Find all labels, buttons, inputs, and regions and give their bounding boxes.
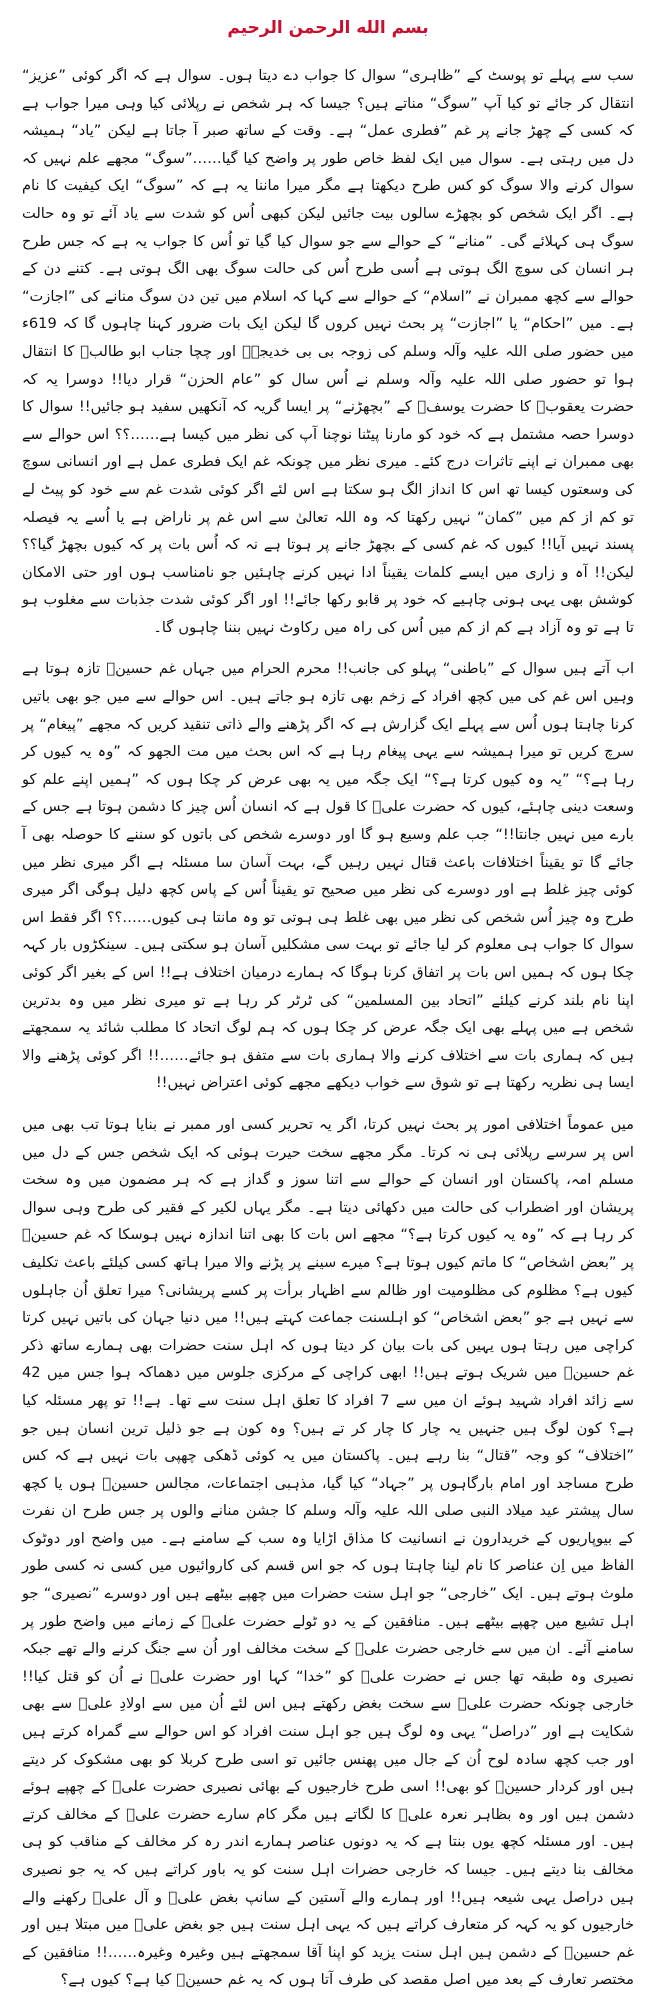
- bismillah-heading: بسم الله الرحمن الرحیم: [227, 18, 429, 38]
- paragraph-inner-aspect: اب آتے ہیں سوال کے ”باطنی“ پہلو کی جانب!! محرم الحرام میں جہاں غم حسینؑ تازہ ہوتا ہے وہیں اس غم کی میں کچھ افراد کے زخم بھی تازہ ہو جاتے ہیں۔ اس حوالے سے میں جو بھی باتیں کرنا چاہتا ہوں اُس سے پہلے ایک گزارش ہے کہ اگر پڑھنے والے ذاتی تنقید کریں کہ مجھے ”پیغام“ پر سرچ کریں تو میرا ہمیشہ سے یہی پیغام رہا ہے کہ اس بحث میں مت الجھو کہ ”وہ یہ کیوں کر رہا ہے؟“ ”یہ وہ کیوں کرتا ہے؟“ ایک جگہ میں یہ بھی عرض کر چکا ہوں کہ ”ہمیں اپنے علم کو وسعت دینی چاہئے، کیوں کہ حضرت علیؑ کا قول ہے کہ انسان اُس چیز کا دشمن ہوتا ہے جس کے بارے میں نہیں جانتا!!“ جب علم وسیع ہو گا اور دوسرے شخص کی باتوں کو سننے کا حوصلہ بھی آ جائے گا تو یقیناً اختلافات باعث قتال نہیں رہیں گے، بہت آسان سا مسئلہ ہے اگر میری نظر میں کوئی چیز غلط ہے اور دوسرے کی نظر میں صحیح تو یقیناً اُس کے پاس کچھ دلیل ہوگی اگر میری طرح وہ چیز اُس شخص کی نظر میں بھی غلط ہی ہوتی تو وہ مانتا ہی کیوں……؟؟ اگر فقط اس سوال کا جواب ہی معلوم کر لیا جائے تو بہت سی مشکلیں آسان ہو سکتی ہیں۔ سینکڑوں بار کہہ چکا ہوں کہ ہمیں اس بات پر اتفاق کرنا ہوگا کہ ہمارے درمیان اختلاف ہے!! اس کے بغیر اگر کوئی اپنا نام بلند کرنے کیلئے ”اتحاد بین المسلمین“ کی ٹرٹر کر رہا ہے تو میری نظر میں وہ بدترین شخص ہے میں پہلے بھی ایک جگہ عرض کر چکا ہوں کہ ہم لوگ اتحاد کا مطلب شائد یہ سمجھتے ہیں کہ ہماری بات سے اختلاف کرنے والا ہماری بات سے متفق ہو جائے……!! اگر کوئی پڑھنے والا ایسا ہی نظریہ رکھتا ہے تو شوق سے خواب دیکھے مجھے کوئی اعتراض نہیں!!: [22, 660, 634, 1092]
- paragraph-disputes: میں عموماً اختلافی امور پر بحث نہیں کرتا، اگر یہ تحریر کسی اور ممبر نے بنایا ہوتا تب بھی میں اس پر سرسے رپلائی ہی نہ کرتا۔ مگر مجھے سخت حیرت ہوئی کہ ایک شخص جس کے دل میں مسلم امہ، پاکستان اور انسان کے حوالے سے اتنا سوز و گداز ہے کہ ہر مضمون میں وہ سخت پریشان اور اضطراب کی حالت میں دکھائی دیتا ہے۔ مگر یہاں لکیر کے فقیر کی طرح وہی سوال کر رہا ہے کہ ”وہ یہ کیوں کرتا ہے؟“ مجھے اس بات کا بھی اتنا اندازہ نہیں ہوسکا کہ غم حسینؑ پر ”بعض اشخاص“ کا ماتم کیوں ہوتا ہے؟ میرے سینے پر پڑنے والا میرا ہاتھ کسی کیلئے باعث تکلیف کیوں ہے؟ مظلوم کی مظلومیت اور ظالم سے اظہار برأت پر کسے پریشانی؟ میرا تعلق اُن جاہلوں سے نہیں ہے جو ”بعض اشخاص“ کو اہلسنت جماعت کہتے ہیں!! میں دنیا جہان کی باتیں نہیں کرتا کراچی میں رہتا ہوں یہیں کی بات بیان کر دیتا ہوں کہ اہل سنت حضرات بھی ہمارے ساتھ ذکر غم حسینؑ میں شریک ہوتے ہیں!! ابھی کراچی کے مرکزی جلوس میں دھماکہ ہوا جس میں 42 سے زائد افراد شہید ہوئے ان میں سے 7 افراد کا تعلق اہل سنت سے تھا۔ ہے!! تو پھر مسئلہ کیا ہے؟ کون لوگ ہیں جنہیں یہ چار کا چار کر تے ہیں؟ وہ کون ہے جو ذلیل ترین انسان ہیں جو ”اختلاف“ کو وجہ ”قتال“ بنا رہے ہیں۔ پاکستان میں یہ کوئی ڈھکی چھپی بات نہیں ہے کہ کس طرح مساجد اور امام بارگاہوں پر ”جہاد“ کیا گیا، مذہبی اجتماعات، مجالس حسینؑ ہوں یا کچھ سال پیشتر عید میلاد النبی صلی اللہ علیہ وآلہ وسلم کا جشن منانے والوں پر جس طرح ان نفرت کے بیوپاریوں کے خریدارون نے انسانیت کا مذاق اڑایا وہ سب کے سامنے ہے۔ میں واضح اور دوٹوک الفاظ میں اِن عناصر کا نام لینا چاہتا ہوں کہ جو اس قسم کی کاروائیوں میں کسی نہ کسی طور ملوث ہوتے ہیں۔ ایک ”خارجی“ جو اہل سنت حضرات میں چھپے بیٹھے ہیں اور دوسرے ”نصیری“ جو اہل تشیع میں چھپے بیٹھے ہیں۔ منافقین کے یہ دو ٹولے حضرت علیؑ کے زمانے میں واضح طور پر سامنے آئے۔ ان میں سے خارجی حضرت علیؑ کے سخت مخالف اور اُن سے جنگ کرنے والے تھے جبکہ نصیری وہ طبقہ تھا جس نے حضرت علیؑ کو ”خدا“ کہا اور حضرت علیؑ نے اُن کو قتل کیا!! خارجی چونکہ حضرت علیؑ سے سخت بغض رکھتے ہیں اس لئے اُن میں سے اولادِ علیؑ سے بھی شکایت ہے اور ”دراصل“ یہی وہ لوگ ہیں جو اہل سنت افراد کو اس حوالے سے گمراہ کرتے ہیں اور جب کچھ سادہ لوح اُن کے جال میں پھنس جائیں تو اسی طرح کربلا کو بھی مشکوک کر دیتے ہیں اور کردار حسینؑ کو بھی!! اسی طرح خارجیوں کے بھائی نصیری حضرت علیؑ کے چھپے ہوئے دشمن ہیں اور وہ بظاہر نعرہ علیؑ کا لگاتے ہیں مگر کام سارے حضرت علیؑ کے مخالف کرتے ہیں۔ اور مسئلہ کچھ یوں بنتا ہے کہ یہ دونوں عناصر ہمارے اندر رہ کر مخالف کے مناقب کو ہی مخالف بنا دیتے ہیں۔ جیسا کہ خارجی حضرات اہل سنت کو یہ باور کراتے ہیں کہ یہ جو نصیری ہیں دراصل یہی شیعہ ہیں!! اور ہمارے والے آستین کے سانپ بغض علیؑ و آل علیؑ رکھنے والے خارجیوں کو یہ کہہ کر متعارف کراتے ہیں کہ یہی اہل سنت ہیں جو بغض علیؑ میں مبتلا ہیں اور غم حسینؑ کے دشمن ہیں اہل سنت یزید کو اپنا آقا سمجھتے ہیں وغیرہ وغیرہ……!! منافقین کے مختصر تعارف کے بعد میں اصل مقصد کی طرف آتا ہوں کہ یہ غم حسینؑ کیا ہے؟ کیوں ہے؟: [22, 1115, 635, 1989]
- paragraph-intro: سب سے پہلے تو پوسٹ کے ”ظاہری“ سوال کا جواب دے دیتا ہوں۔ سوال ہے کہ اگر کوئی ”عزیز“ انتقال کر جائے تو کیا آپ ”سوگ“ مناتے ہیں؟ جیسا کہ ہر شخص نے رپلائی کیا وہی میرا جواب ہے کہ کسی کے چھڑ جانے پر غم ”فطری عمل“ ہے۔ وقت کے ساتھ صبر آ جاتا ہے لیکن ”یاد“ ہمیشہ دل میں رہتی ہے۔ سوال میں ایک لفظ خاص طور پر واضح کیا گیا……”سوگ“ مجھے علم نہیں کہ سوال کرنے والا سوگ کو کس طرح دیکھتا ہے مگر میرا ماننا یہ ہے کہ ”سوگ“ ایک کیفیت کا نام ہے۔ اگر ایک شخص کو بچھڑے سالوں بیت جائیں لیکن کبھی اُس کو شدت سے یاد آئے تو وہ حالت سوگ ہی کہلائے گی۔ ”منانے“ کے حوالے سے جو سوال کیا گیا تو اُس کا جواب یہ ہے کہ جس طرح ہر انسان کی سوچ الگ ہوتی ہے اُسی طرح اُس کی حالت سوگ بھی الگ ہوتی ہے۔ کتنے دن کے حوالے سے کچھ ممبران نے ”اسلام“ کے حوالے سے کہا کہ اسلام میں تین دن سوگ منانے کی ”اجازت“ ہے۔ میں ”احکام“ یا ”اجازت“ پر بحث نہیں کروں گا لیکن ایک بات ضرور کہنا چاہوں گا کہ 619ء میں حضور صلی اللہ علیہ وآلہ وسلم کی زوجہ بی بی خدیجہؓ اور چچا جناب ابو طالبؑ کا انتقال ہوا تو حضور صلی اللہ علیہ وآلہ وسلم نے اُس سال کو ”عام الحزن“ قرار دیا!! دوسرا یہ کہ حضرت یعقوبؑ کا حضرت یوسفؑ کے ”بچھڑنے“ پر ایسا گریہ کہ آنکھیں سفید ہو جائیں!! سوال کا دوسرا حصہ مشتمل ہے کہ خود کو مارنا پیٹنا نوچنا آپ کی نظر میں کیسا ہے……؟؟ اس حوالے سے بھی ممبران نے اپنے تاثرات درج کئے۔ میری نظر میں چونکہ غم ایک فطری عمل ہے اور انسانی سوچ کی وسعتوں کیسا تھ اس کا انداز الگ ہو سکتا ہے اس لئے اگر کوئی شدت غم سے خود کو پیٹ لے تو کم از کم میں ”کمان“ نہیں رکھتا کہ وہ اللہ تعالیٰ سے اس غم پر ناراض ہے یا اُسے یہ فیصلہ پسند نہیں آیا!! کیوں کہ غم کسی کے بچھڑ جانے پر ہوتا ہے نہ کہ اُس بات پر کہ کیوں بچھڑ گیا؟؟ لیکن!! آہ و زاری میں ایسے کلمات یقیناً ادا نہیں کرنے چاہئیں جو نامناسب ہوں اور حتی الامکان کوشش بھی یہی ہونی چاہیے کہ خود پر قابو رکھا جائے!! اور اگر کوئی شدت جذبات سے مغلوب ہو تا ہے تو وہ آزاد ہے کم از کم میں اُس کی راہ میں رکاوٹ نہیں بننا چاہوں گا۔: [22, 67, 634, 636]
